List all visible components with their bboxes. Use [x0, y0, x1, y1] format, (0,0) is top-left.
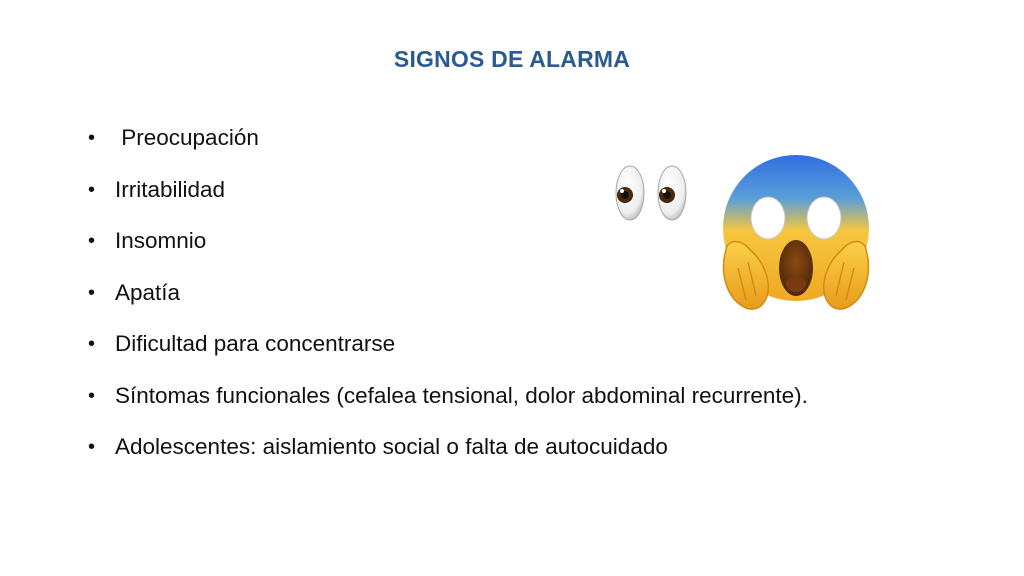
bullet-marker: •	[88, 230, 96, 252]
list-item	[88, 431, 808, 483]
list-item	[88, 380, 808, 432]
bullet-marker: •	[88, 436, 96, 458]
slide-title: SIGNOS DE ALARMA	[393, 46, 631, 72]
bullet-marker: •	[88, 178, 96, 201]
list-item-text: Dificultad para concentrarse	[115, 331, 396, 356]
bullet-marker: •	[88, 384, 96, 407]
list-item	[88, 277, 808, 329]
bullet-marker: •	[88, 281, 96, 304]
list-item-text: Irritabilidad	[115, 176, 226, 202]
bullet-marker: •	[88, 127, 96, 149]
bullet-list	[88, 122, 808, 483]
list-item-text: Adolescentes: aislamiento social o falta de autocuidado	[115, 434, 668, 459]
list-item	[88, 122, 808, 174]
list-item	[88, 328, 808, 380]
list-item-text: Apatía	[115, 279, 181, 305]
face-screaming-in-fear-icon	[716, 150, 876, 318]
list-item	[88, 174, 808, 226]
eyes-icon	[612, 158, 696, 228]
list-item-text: Síntomas funcionales (cefalea tensional, dolor abdominal recurrente).	[115, 382, 808, 408]
list-item-text: Insomnio	[115, 228, 207, 253]
list-item	[88, 225, 808, 277]
bullet-marker: •	[88, 333, 96, 355]
list-item-text: Preocupación	[115, 125, 259, 150]
